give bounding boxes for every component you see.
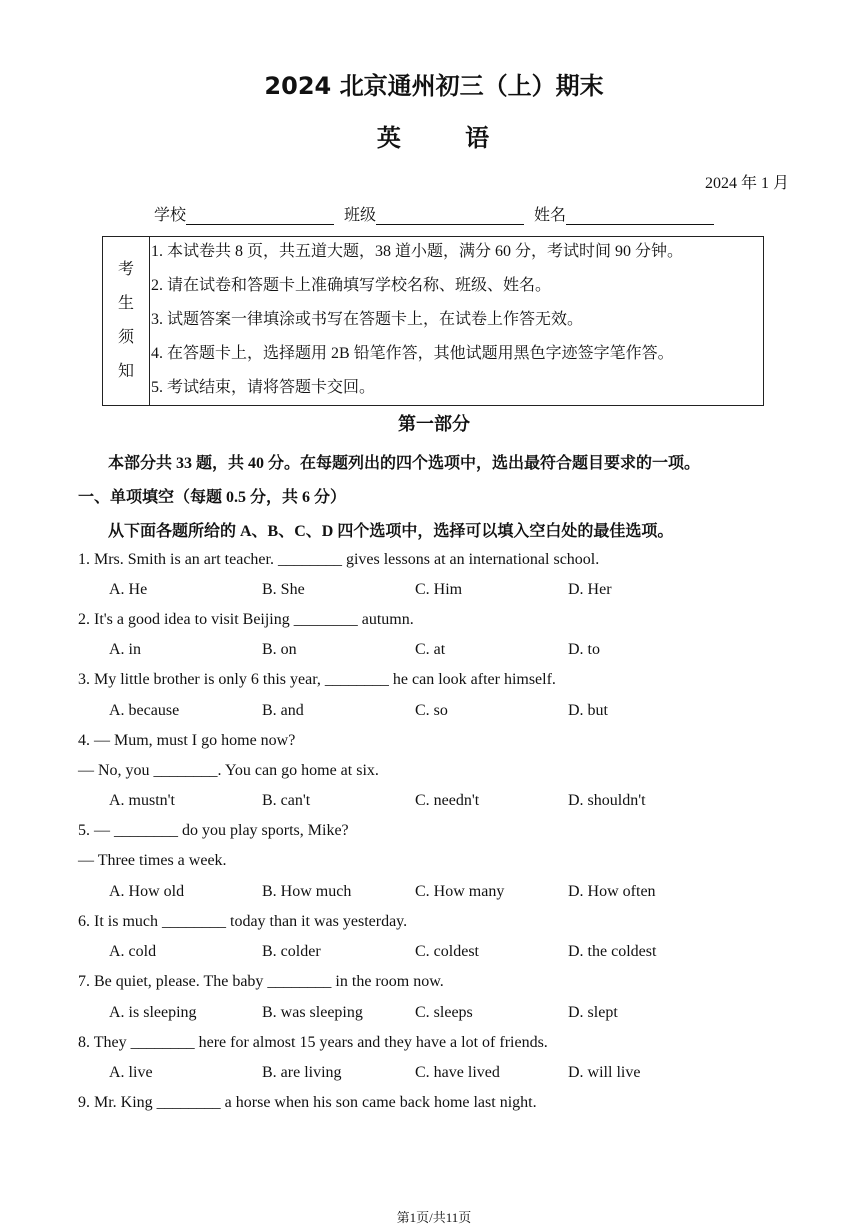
option: C. so	[415, 702, 448, 719]
page-title: 2024 北京通州初三（上）期末	[264, 72, 604, 100]
option: A. How old	[109, 883, 185, 900]
subject-char: 英	[376, 124, 403, 152]
option: A. live	[109, 1064, 153, 1081]
notice-item: 1. 本试卷共 8 页，共五道大题，38 道小题，满分 60 分，考试时间 90 分钟。	[151, 243, 684, 260]
student-info-row	[154, 202, 720, 225]
question-line: 2. It's a good idea to visit Beijing ________ autumn.	[78, 611, 414, 628]
class-blank	[376, 206, 524, 225]
option: A. mustn't	[109, 792, 175, 809]
part-title: 第一部分	[398, 414, 470, 434]
option: A. in	[109, 641, 141, 658]
option: C. have lived	[415, 1064, 500, 1081]
notice-item: 4. 在答题卡上，选择题用 2B 铅笔作答，其他试题用黑色字迹签字笔作答。	[151, 345, 674, 362]
option: D. to	[568, 641, 600, 658]
option: A. cold	[109, 943, 157, 960]
notice-item: 3. 试题答案一律填涂或书写在答题卡上，在试卷上作答无效。	[151, 311, 584, 328]
notice-item: 2. 请在试卷和答题卡上准确填写学校名称、班级、姓名。	[151, 277, 552, 294]
option: C. Him	[415, 581, 463, 598]
option: B. are living	[262, 1064, 342, 1081]
option: A. is sleeping	[109, 1004, 197, 1021]
question-line: 4. — Mum, must I go home now?	[78, 732, 296, 749]
option: C. coldest	[415, 943, 479, 960]
class-label: 班级	[344, 207, 377, 224]
notice-heading-char: 须	[117, 329, 134, 346]
question-line: 7. Be quiet, please. The baby ________ in the room now.	[78, 973, 444, 990]
option: D. Her	[568, 581, 612, 598]
option: B. was sleeping	[262, 1004, 363, 1021]
question-line: — Three times a week.	[78, 852, 227, 869]
section-intro: 从下面各题所给的 A、B、C、D 四个选项中，选择可以填入空白处的最佳选项。	[108, 523, 674, 540]
question-line: — No, you ________. You can go home at six.	[78, 762, 379, 779]
question-line: 8. They ________ here for almost 15 years and they have a lot of friends.	[78, 1034, 548, 1051]
option: A. He	[109, 581, 148, 598]
notice-heading	[103, 237, 150, 405]
question-line: 6. It is much ________ today than it was yesterday.	[78, 913, 408, 930]
option: B. She	[262, 581, 305, 598]
notice-item: 5. 考试结束，请将答题卡交回。	[151, 379, 376, 396]
exam-date: 2024 年 1 月	[704, 175, 789, 192]
school-blank	[186, 206, 334, 225]
option: C. sleeps	[415, 1004, 473, 1021]
subject-title	[0, 118, 868, 153]
question-line: 5. — ________ do you play sports, Mike?	[78, 822, 349, 839]
school-label: 学校	[154, 207, 187, 224]
name-label: 姓名	[534, 207, 567, 224]
part-intro: 本部分共 33 题，共 40 分。在每题列出的四个选项中，选出最符合题目要求的一项。	[108, 455, 701, 472]
question-line: 1. Mrs. Smith is an art teacher. ________ gives lessons at an international school.	[78, 551, 600, 568]
option: B. colder	[262, 943, 321, 960]
notice-list	[151, 239, 683, 409]
option: D. shouldn't	[568, 792, 646, 809]
option: D. slept	[568, 1004, 618, 1021]
option: D. How often	[568, 883, 656, 900]
option: B. can't	[262, 792, 311, 809]
notice-heading-char: 知	[117, 363, 134, 380]
option: D. the coldest	[568, 943, 657, 960]
option: C. at	[415, 641, 446, 658]
subject-char: 语	[465, 124, 492, 152]
question-line: 3. My little brother is only 6 this year, ________ he can look after himself.	[78, 671, 556, 688]
notice-heading-char: 考	[117, 261, 134, 278]
question-line: 9. Mr. King ________ a horse when his son came back home last night.	[78, 1094, 537, 1111]
name-blank	[566, 206, 714, 225]
option: C. needn't	[415, 792, 480, 809]
section-title: 一、单项填空（每题 0.5 分，共 6 分）	[78, 489, 347, 506]
option: B. How much	[262, 883, 352, 900]
option: B. and	[262, 702, 304, 719]
option: C. How many	[415, 883, 505, 900]
option: D. but	[568, 702, 608, 719]
option: B. on	[262, 641, 297, 658]
notice-heading-char: 生	[117, 295, 134, 312]
option: A. because	[109, 702, 180, 719]
option: D. will live	[568, 1064, 641, 1081]
page-number: 第1页/共11页	[396, 1210, 472, 1225]
exam-notice-box	[102, 236, 764, 406]
